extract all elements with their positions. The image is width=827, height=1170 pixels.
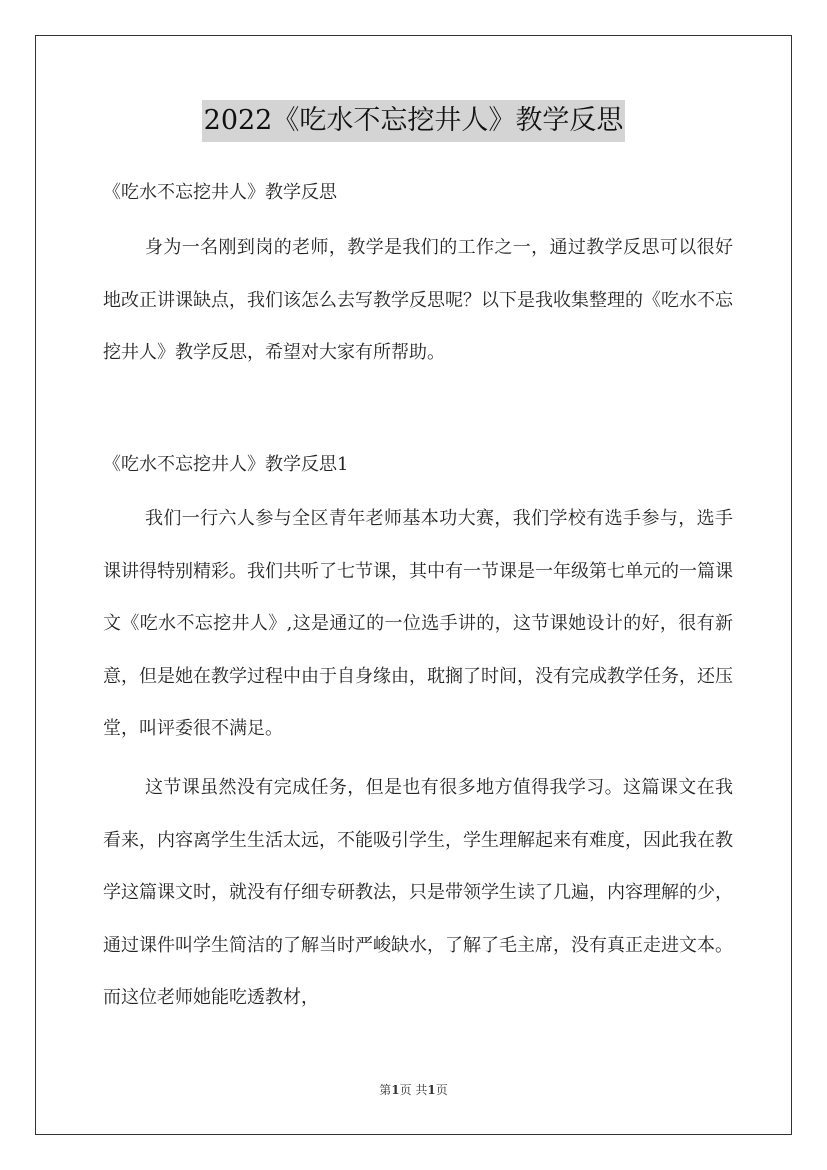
document-title: 2022《吃水不忘挖井人》教学反思 — [202, 100, 626, 142]
section-heading-1: 《吃水不忘挖井人》教学反思1 — [103, 454, 349, 475]
section1-paragraph-1: 我们一行六人参与全区青年老师基本功大赛，我们学校有选手参与，选手课讲得特别精彩。我们共听了七节课，其中有一节课是一年级第七单元的一篇课文《吃水不忘挖井人》,这是通辽的一位选手讲的，这节课她设计的好，很有新意，但是她在教学过程中由于自身缘由，耽搁了时间，没有完成教学任务，还压堂，叫评委很不满足。 — [103, 508, 733, 739]
footer-suffix: 页 — [435, 1083, 448, 1097]
page-footer — [0, 1082, 827, 1098]
section1-paragraph-2: 这节课虽然没有完成任务，但是也有很多地方值得我学习。这篇课文在我看来，内容离学生生活太远，不能吸引学生，学生理解起来有难度，因此我在教学这篇课文时，就没有仔细专研教法，只是带领学生读了几遍，内容理解的少，通过课件叫学生简洁的了解当时严峻缺水，了解了毛主席，没有真正走进文本。而这位老师她能吃透教材， — [103, 777, 733, 1008]
footer-prefix: 第 — [379, 1083, 392, 1097]
footer-middle: 页 共 — [399, 1083, 428, 1097]
title-wrap — [0, 100, 827, 142]
document-subtitle: 《吃水不忘挖井人》教学反思 — [103, 182, 337, 203]
footer-page-number: 1 — [391, 1083, 400, 1097]
footer-total-pages: 1 — [427, 1083, 436, 1097]
intro-paragraph: 身为一名刚到岗的老师，教学是我们的工作之一，通过教学反思可以很好地改正讲课缺点，我们该怎么去写教学反思呢？以下是我收集整理的《吃水不忘挖井人》教学反思，希望对大家有所帮助。 — [103, 237, 733, 363]
